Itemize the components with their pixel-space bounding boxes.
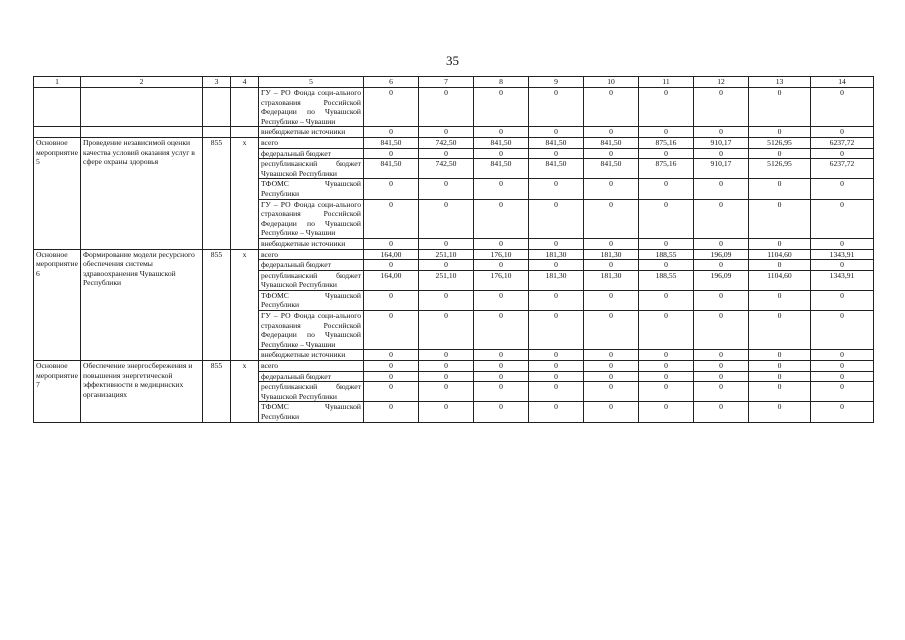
table-row — [34, 127, 874, 138]
value-cell: 6237,72 — [811, 137, 874, 148]
value-cell: 0 — [811, 260, 874, 271]
column-header: 7 — [419, 77, 474, 88]
value-cell: 0 — [694, 238, 749, 249]
column-header: 4 — [231, 77, 259, 88]
value-cell: 0 — [749, 371, 811, 382]
value-cell: 841,50 — [474, 159, 529, 179]
value-cell: 0 — [811, 382, 874, 402]
value-cell: 910,17 — [694, 159, 749, 179]
funding-source-cell: всего — [259, 249, 364, 260]
value-cell: 0 — [639, 88, 694, 127]
funding-source-cell: внебюджетные источники — [259, 350, 364, 361]
value-cell: 0 — [749, 199, 811, 238]
value-cell: 251,10 — [419, 270, 474, 290]
value-cell: 0 — [419, 382, 474, 402]
value-cell: 0 — [584, 260, 639, 271]
value-cell: 0 — [364, 290, 419, 310]
value-cell: 0 — [811, 179, 874, 199]
column-header: 5 — [259, 77, 364, 88]
marker-cell: x — [231, 137, 259, 249]
value-cell: 1343,91 — [811, 249, 874, 260]
activity-name-cell: Проведение независимой оценки качества условий оказания услуг в сфере охраны здоровья — [81, 137, 203, 249]
value-cell: 0 — [364, 402, 419, 422]
value-cell: 0 — [584, 238, 639, 249]
value-cell: 0 — [364, 88, 419, 127]
value-cell: 0 — [529, 311, 584, 350]
value-cell: 0 — [474, 260, 529, 271]
activity-name-cell — [81, 88, 203, 127]
funding-source-cell: ГУ – РО Фонда соци-ального страхования Российской Федерации по Чувашской Республике – Чувашии — [259, 88, 364, 127]
value-cell: 251,10 — [419, 249, 474, 260]
activity-label-cell: Основное мероприятие 5 — [34, 137, 81, 249]
column-header: 14 — [811, 77, 874, 88]
value-cell: 0 — [474, 148, 529, 159]
value-cell: 0 — [749, 290, 811, 310]
value-cell: 0 — [811, 127, 874, 138]
value-cell: 0 — [364, 127, 419, 138]
marker-cell — [231, 127, 259, 138]
value-cell: 0 — [529, 127, 584, 138]
value-cell: 0 — [694, 260, 749, 271]
value-cell: 0 — [474, 199, 529, 238]
value-cell: 841,50 — [529, 137, 584, 148]
value-cell: 0 — [694, 361, 749, 372]
value-cell: 0 — [364, 148, 419, 159]
value-cell: 0 — [639, 148, 694, 159]
value-cell: 0 — [584, 88, 639, 127]
value-cell: 0 — [474, 179, 529, 199]
value-cell: 0 — [639, 382, 694, 402]
value-cell: 196,09 — [694, 249, 749, 260]
funding-source-cell: всего — [259, 361, 364, 372]
column-header: 3 — [203, 77, 231, 88]
funding-source-cell: ТФОМС Чувашской Республики — [259, 402, 364, 422]
value-cell: 0 — [584, 311, 639, 350]
value-cell: 0 — [584, 371, 639, 382]
value-cell: 0 — [419, 290, 474, 310]
value-cell: 0 — [419, 238, 474, 249]
value-cell: 0 — [419, 88, 474, 127]
value-cell: 0 — [811, 311, 874, 350]
value-cell: 841,50 — [529, 159, 584, 179]
activity-label-cell — [34, 127, 81, 138]
table-row — [34, 361, 874, 372]
value-cell: 0 — [639, 350, 694, 361]
code-cell: 855 — [203, 361, 231, 423]
value-cell: 841,50 — [584, 137, 639, 148]
value-cell: 0 — [749, 311, 811, 350]
funding-source-cell: республиканский бюджет Чувашской Республики — [259, 159, 364, 179]
value-cell: 0 — [419, 179, 474, 199]
value-cell: 0 — [364, 361, 419, 372]
value-cell: 164,00 — [364, 270, 419, 290]
funding-source-cell: республиканский бюджет Чувашской Республики — [259, 382, 364, 402]
value-cell: 0 — [474, 350, 529, 361]
value-cell: 0 — [639, 238, 694, 249]
value-cell: 0 — [749, 350, 811, 361]
funding-source-cell: федеральный бюджет — [259, 371, 364, 382]
value-cell: 0 — [639, 402, 694, 422]
value-cell: 0 — [529, 199, 584, 238]
value-cell: 0 — [811, 290, 874, 310]
value-cell: 0 — [694, 148, 749, 159]
value-cell: 0 — [749, 402, 811, 422]
value-cell: 0 — [639, 199, 694, 238]
value-cell: 0 — [584, 382, 639, 402]
value-cell: 0 — [419, 361, 474, 372]
value-cell: 841,50 — [364, 137, 419, 148]
value-cell: 0 — [364, 199, 419, 238]
value-cell: 0 — [419, 350, 474, 361]
activity-name-cell — [81, 127, 203, 138]
value-cell: 0 — [419, 199, 474, 238]
value-cell: 0 — [474, 382, 529, 402]
value-cell: 0 — [474, 361, 529, 372]
value-cell: 0 — [639, 371, 694, 382]
value-cell: 910,17 — [694, 137, 749, 148]
value-cell: 0 — [529, 260, 584, 271]
value-cell: 0 — [694, 127, 749, 138]
funding-source-cell: ГУ – РО Фонда соци-ального страхования Российской Федерации по Чувашской Республике – Чувашии — [259, 311, 364, 350]
value-cell: 0 — [639, 311, 694, 350]
value-cell: 0 — [639, 127, 694, 138]
column-header: 10 — [584, 77, 639, 88]
value-cell: 181,30 — [584, 270, 639, 290]
value-cell: 841,50 — [474, 137, 529, 148]
column-header: 9 — [529, 77, 584, 88]
value-cell: 0 — [364, 179, 419, 199]
value-cell: 0 — [584, 402, 639, 422]
value-cell: 181,30 — [529, 270, 584, 290]
value-cell: 0 — [529, 402, 584, 422]
value-cell: 1343,91 — [811, 270, 874, 290]
value-cell: 0 — [694, 402, 749, 422]
activity-label-cell: Основное мероприятие 6 — [34, 249, 81, 361]
value-cell: 0 — [749, 179, 811, 199]
value-cell: 176,10 — [474, 249, 529, 260]
value-cell: 0 — [584, 127, 639, 138]
value-cell: 0 — [639, 290, 694, 310]
value-cell: 0 — [419, 127, 474, 138]
value-cell: 5126,95 — [749, 159, 811, 179]
column-header: 11 — [639, 77, 694, 88]
value-cell: 0 — [584, 290, 639, 310]
value-cell: 0 — [529, 290, 584, 310]
value-cell: 0 — [639, 260, 694, 271]
value-cell: 0 — [811, 238, 874, 249]
value-cell: 0 — [419, 311, 474, 350]
value-cell: 1104,60 — [749, 249, 811, 260]
value-cell: 6237,72 — [811, 159, 874, 179]
value-cell: 0 — [364, 238, 419, 249]
value-cell: 0 — [694, 179, 749, 199]
value-cell: 0 — [474, 127, 529, 138]
value-cell: 1104,60 — [749, 270, 811, 290]
budget-table — [33, 76, 874, 423]
column-header: 8 — [474, 77, 529, 88]
value-cell: 0 — [474, 402, 529, 422]
value-cell: 188,55 — [639, 249, 694, 260]
value-cell: 742,50 — [419, 137, 474, 148]
value-cell: 0 — [419, 371, 474, 382]
value-cell: 0 — [364, 371, 419, 382]
value-cell: 0 — [749, 88, 811, 127]
value-cell: 875,16 — [639, 159, 694, 179]
value-cell: 176,10 — [474, 270, 529, 290]
value-cell: 0 — [474, 238, 529, 249]
value-cell: 0 — [694, 350, 749, 361]
funding-source-cell: федеральный бюджет — [259, 148, 364, 159]
value-cell: 0 — [474, 371, 529, 382]
column-header: 12 — [694, 77, 749, 88]
page-number: 35 — [446, 53, 459, 68]
value-cell: 5126,95 — [749, 137, 811, 148]
marker-cell: x — [231, 361, 259, 423]
code-cell: 855 — [203, 249, 231, 361]
value-cell: 841,50 — [364, 159, 419, 179]
value-cell: 0 — [584, 179, 639, 199]
column-header: 1 — [34, 77, 81, 88]
value-cell: 181,30 — [584, 249, 639, 260]
value-cell: 0 — [364, 350, 419, 361]
value-cell: 0 — [364, 382, 419, 402]
column-header: 2 — [81, 77, 203, 88]
value-cell: 0 — [584, 350, 639, 361]
value-cell: 0 — [749, 238, 811, 249]
value-cell: 0 — [529, 371, 584, 382]
activity-label-cell — [34, 88, 81, 127]
value-cell: 0 — [749, 382, 811, 402]
value-cell: 0 — [419, 402, 474, 422]
value-cell: 0 — [474, 88, 529, 127]
value-cell: 164,00 — [364, 249, 419, 260]
value-cell: 0 — [584, 361, 639, 372]
value-cell: 0 — [694, 382, 749, 402]
column-header: 6 — [364, 77, 419, 88]
value-cell: 0 — [529, 88, 584, 127]
value-cell: 0 — [749, 127, 811, 138]
value-cell: 0 — [811, 88, 874, 127]
header-row — [34, 77, 874, 88]
value-cell: 0 — [694, 311, 749, 350]
value-cell: 742,50 — [419, 159, 474, 179]
funding-source-cell: федеральный бюджет — [259, 260, 364, 271]
activity-name-cell: Формирование модели ресурсного обеспечения системы здравоохранения Чувашской Республики — [81, 249, 203, 361]
value-cell: 0 — [529, 179, 584, 199]
value-cell: 875,16 — [639, 137, 694, 148]
value-cell: 0 — [811, 361, 874, 372]
value-cell: 0 — [811, 148, 874, 159]
value-cell: 0 — [584, 199, 639, 238]
value-cell: 0 — [419, 260, 474, 271]
value-cell: 0 — [749, 361, 811, 372]
code-cell — [203, 88, 231, 127]
column-header: 13 — [749, 77, 811, 88]
value-cell: 0 — [419, 148, 474, 159]
funding-source-cell: внебюджетные источники — [259, 238, 364, 249]
activity-name-cell: Обеспечение энергосбережения и повышения энергетической эффективности в медицинских организациях — [81, 361, 203, 423]
value-cell: 0 — [364, 260, 419, 271]
activity-label-cell: Основное мероприятие 7 — [34, 361, 81, 423]
value-cell: 0 — [749, 148, 811, 159]
value-cell: 0 — [811, 371, 874, 382]
marker-cell — [231, 88, 259, 127]
table-row — [34, 137, 874, 148]
value-cell: 0 — [694, 88, 749, 127]
funding-source-cell: ГУ – РО Фонда соци-ального страхования Российской Федерации по Чувашской Республике – Чувашии — [259, 199, 364, 238]
funding-source-cell: ТФОМС Чувашской Республики — [259, 290, 364, 310]
value-cell: 0 — [529, 238, 584, 249]
value-cell: 0 — [529, 350, 584, 361]
value-cell: 181,30 — [529, 249, 584, 260]
value-cell: 0 — [529, 361, 584, 372]
funding-source-cell: всего — [259, 137, 364, 148]
code-cell — [203, 127, 231, 138]
value-cell: 0 — [811, 402, 874, 422]
funding-source-cell: ТФОМС Чувашской Республики — [259, 179, 364, 199]
value-cell: 0 — [639, 361, 694, 372]
value-cell: 196,09 — [694, 270, 749, 290]
value-cell: 0 — [749, 260, 811, 271]
value-cell: 0 — [529, 148, 584, 159]
value-cell: 0 — [584, 148, 639, 159]
value-cell: 0 — [529, 382, 584, 402]
code-cell: 855 — [203, 137, 231, 249]
value-cell: 0 — [694, 290, 749, 310]
value-cell: 0 — [639, 179, 694, 199]
value-cell: 0 — [474, 311, 529, 350]
table-row — [34, 249, 874, 260]
value-cell: 0 — [694, 371, 749, 382]
value-cell: 0 — [474, 290, 529, 310]
table-row — [34, 88, 874, 127]
value-cell: 188,55 — [639, 270, 694, 290]
funding-source-cell: республиканский бюджет Чувашской Республики — [259, 270, 364, 290]
value-cell: 0 — [694, 199, 749, 238]
marker-cell: x — [231, 249, 259, 361]
value-cell: 0 — [364, 311, 419, 350]
value-cell: 0 — [811, 350, 874, 361]
value-cell: 841,50 — [584, 159, 639, 179]
funding-source-cell: внебюджетные источники — [259, 127, 364, 138]
value-cell: 0 — [811, 199, 874, 238]
